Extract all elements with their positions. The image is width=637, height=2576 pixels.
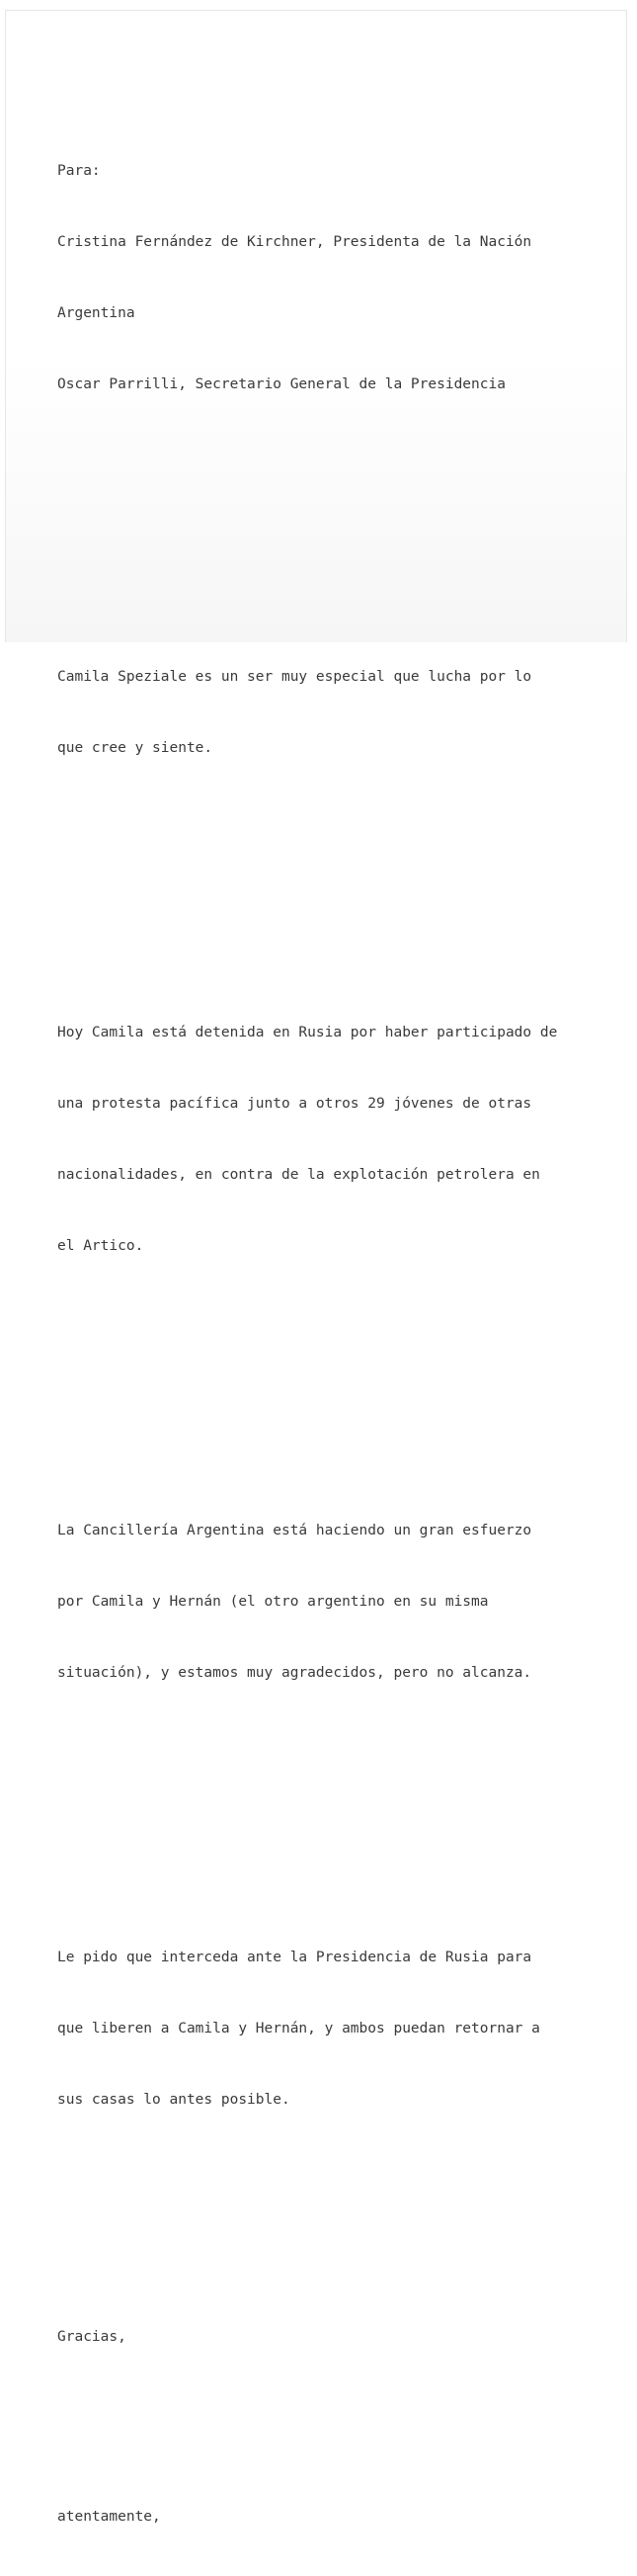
recipient-1-line-2: Argentina [57,305,135,321]
paragraph-2-line: Hoy Camila está detenida en Rusia por haber participado de [57,1025,558,1040]
paragraph-4-line: que liberen a Camila y Hernán, y ambos puedan retornar a [57,2021,540,2036]
paragraph-3-line: situación), y estamos muy agradecidos, pero no alcanza. [57,1665,532,1681]
recipient-1-line-1: Cristina Fernández de Kirchner, Presidenta de la Nación [57,234,532,250]
paragraph-1-line: que cree y siente. [57,740,213,756]
paragraph-2-line: el Artico. [57,1238,144,1254]
paragraph-3 [57,1471,610,1732]
paragraph-3-line: La Cancillería Argentina está haciendo un gran esfuerzo [57,1523,532,1538]
paragraph-4-line: Le pido que interceda ante la Presidencia de Rusia para [57,1950,532,1965]
paragraph-4-line: sus casas lo antes posible. [57,2092,290,2108]
closing-line: atentamente, [57,2509,161,2525]
letter-page [5,10,627,2525]
paragraph-2-line: una protesta pacífica junto a otros 29 jóvenes de otras [57,1096,532,1112]
recipients-block [57,112,610,444]
paragraph-1 [57,618,610,807]
recipient-2: Oscar Parrilli, Secretario General de la Presidencia [57,376,506,392]
thanks-line: Gracias, [57,2329,126,2345]
paragraph-2-line: nacionalidades, en contra de la explotación petrolera en [57,1167,540,1183]
paragraph-4 [57,1898,610,2159]
to-label: Para: [57,163,101,179]
paragraph-1-line: Camila Speziale es un ser muy especial que lucha por lo [57,669,532,685]
letter-body [57,64,610,2576]
paragraph-2 [57,973,610,1305]
paragraph-3-line: por Camila y Hernán (el otro argentino en su misma [57,1594,489,1610]
